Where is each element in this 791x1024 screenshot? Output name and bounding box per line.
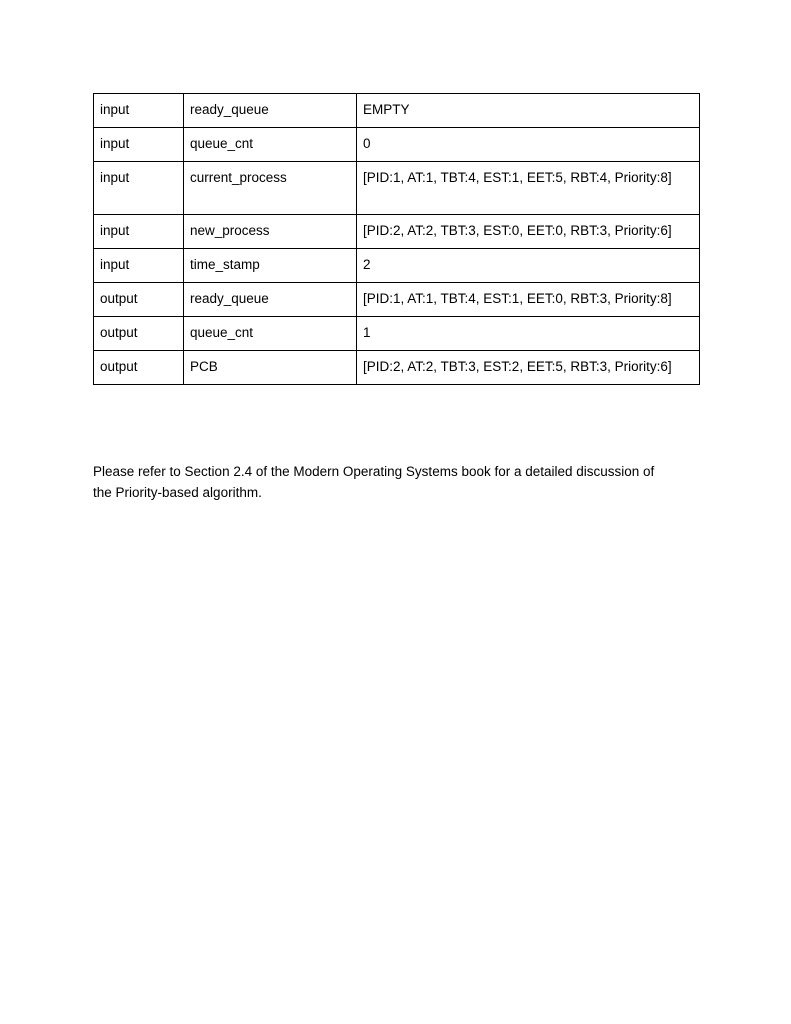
- name-cell: new_process: [184, 215, 357, 249]
- table-row: [94, 162, 700, 215]
- value-cell: 2: [357, 249, 700, 283]
- table-row: [94, 128, 700, 162]
- table-row: [94, 317, 700, 351]
- direction-cell: input: [94, 215, 184, 249]
- direction-cell: input: [94, 249, 184, 283]
- name-cell: queue_cnt: [184, 128, 357, 162]
- name-cell: queue_cnt: [184, 317, 357, 351]
- table-row: [94, 215, 700, 249]
- value-cell: [PID:1, AT:1, TBT:4, EST:1, EET:0, RBT:3, Priority:8]: [357, 283, 700, 317]
- value-cell: [PID:1, AT:1, TBT:4, EST:1, EET:5, RBT:4, Priority:8]: [357, 162, 700, 215]
- direction-cell: output: [94, 351, 184, 385]
- table-row: [94, 94, 700, 128]
- table-row: [94, 283, 700, 317]
- table-row: [94, 351, 700, 385]
- direction-cell: input: [94, 94, 184, 128]
- value-cell: 0: [357, 128, 700, 162]
- name-cell: ready_queue: [184, 94, 357, 128]
- name-cell: current_process: [184, 162, 357, 215]
- value-cell: [PID:2, AT:2, TBT:3, EST:0, EET:0, RBT:3, Priority:6]: [357, 215, 700, 249]
- value-cell: [PID:2, AT:2, TBT:3, EST:2, EET:5, RBT:3, Priority:6]: [357, 351, 700, 385]
- direction-cell: output: [94, 317, 184, 351]
- direction-cell: output: [94, 283, 184, 317]
- name-cell: time_stamp: [184, 249, 357, 283]
- table-row: [94, 249, 700, 283]
- io-table: [93, 93, 700, 385]
- reference-note-line: the Priority-based algorithm.: [93, 485, 262, 500]
- value-cell: 1: [357, 317, 700, 351]
- name-cell: PCB: [184, 351, 357, 385]
- direction-cell: input: [94, 128, 184, 162]
- name-cell: ready_queue: [184, 283, 357, 317]
- value-cell: EMPTY: [357, 94, 700, 128]
- direction-cell: input: [94, 162, 184, 215]
- reference-note: [93, 461, 703, 503]
- reference-note-line: Please refer to Section 2.4 of the Modern Operating Systems book for a detailed discussion of: [93, 464, 655, 479]
